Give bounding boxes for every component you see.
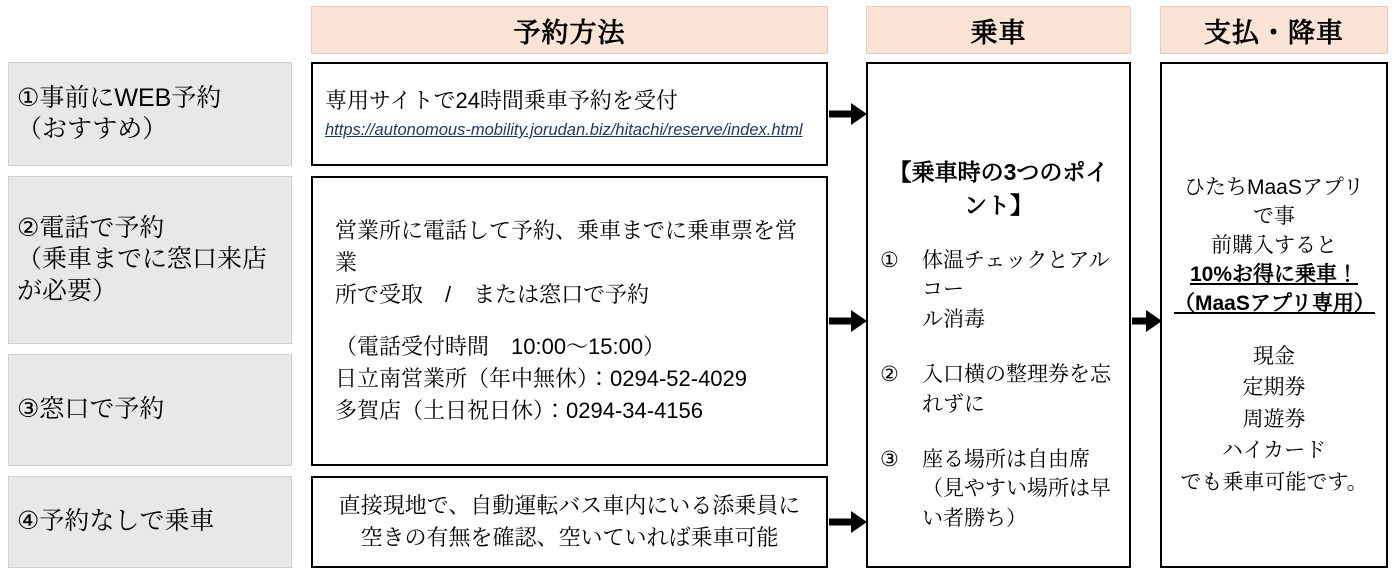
header-payment-alighting-label: 支払・降車 xyxy=(1204,17,1344,48)
method-phone-hours: （電話受付時間 10:00〜15:00） xyxy=(335,334,666,359)
boarding-point-3-line1: 座る場所は自由席 xyxy=(922,447,1090,471)
step-4-line1: ④予約なしで乗車 xyxy=(17,507,215,536)
method-phone-office-south: 日立南営業所（年中無休）：0294-52-4029 xyxy=(335,365,748,391)
method-web-text: 専用サイトで24時間乗車予約を受付 xyxy=(325,88,678,114)
method-noreserve-line2: 空きの有無を確認、空いていれば乗車可能 xyxy=(360,525,779,550)
boarding-point-2-number: ② xyxy=(880,363,899,387)
method-phone-line2: 所で受取 / または窓口で予約 xyxy=(335,282,650,308)
payment-intro-line2: 前購入すると xyxy=(1211,233,1337,257)
method-phone-office-taga: 多賀店（土日祝日休）：0294-34-4156 xyxy=(335,397,704,423)
boarding-point-3-number: ③ xyxy=(880,447,899,471)
step-3-line1: ③窓口で予約 xyxy=(17,395,165,424)
step-2-line2: （乗車までに窓口来店 xyxy=(17,245,268,274)
payment-method-hi-card: ハイカード xyxy=(1221,439,1327,463)
payment-app-only-note: （MaaSアプリ専用） xyxy=(1174,291,1376,315)
method-phone-line1: 営業所に電話して予約、乗車までに乗車票を営業 xyxy=(335,218,798,276)
step-3-counter-reservation xyxy=(8,354,292,466)
header-boarding xyxy=(866,6,1131,54)
payment-methods-note: でも乗車可能です。 xyxy=(1180,470,1368,494)
method-phone-spacer xyxy=(335,311,814,331)
payment-discount-highlight: 10%お得に乗車！ xyxy=(1189,262,1359,286)
boarding-point-2-line2: れずに xyxy=(922,392,985,416)
payment-method-cash: 現金 xyxy=(1253,344,1295,368)
step-2-line3: が必要） xyxy=(17,276,118,305)
payment-methods-list xyxy=(1174,341,1374,499)
header-payment-alighting xyxy=(1160,6,1388,54)
step-4-no-reservation xyxy=(8,476,292,568)
step-2-phone-reservation xyxy=(8,176,292,344)
payment-box xyxy=(1160,62,1388,568)
boarding-point-3 xyxy=(880,445,1117,533)
step-2-line1: ②電話で予約 xyxy=(17,214,165,243)
method-phone-box xyxy=(311,176,828,466)
reservation-site-link[interactable]: https://autonomous-mobility.jorudan.biz/hitachi/reserve/index.html xyxy=(325,120,803,139)
method-web-box xyxy=(311,62,828,166)
method-noreserve-line1: 直接現地で、自動運転バス車内にいる添乗員に xyxy=(338,493,801,519)
header-boarding-label: 乗車 xyxy=(970,17,1027,48)
boarding-point-3-line2: （見やすい場所は早 xyxy=(922,477,1111,501)
payment-intro-line1: ひたちMaaSアプリで事 xyxy=(1183,176,1365,228)
boarding-point-2 xyxy=(880,360,1117,419)
header-reservation-method xyxy=(311,6,828,54)
step-1-line1: ①事前にWEB予約 xyxy=(17,83,222,112)
boarding-point-1 xyxy=(880,246,1117,334)
boarding-points-list xyxy=(880,246,1117,559)
payment-method-commuter-pass: 定期券 xyxy=(1242,376,1306,400)
boarding-point-1-line1: 体温チェックとアルコー xyxy=(922,249,1110,302)
method-noreserve-box xyxy=(311,476,828,568)
boarding-point-1-number: ① xyxy=(880,249,899,272)
payment-intro xyxy=(1174,174,1374,319)
step-1-line2: （おすすめ） xyxy=(17,115,168,143)
boarding-points-box xyxy=(866,62,1131,568)
boarding-point-1-line2: ル消毒 xyxy=(922,307,985,331)
boarding-point-2-line1: 入口横の整理券を忘 xyxy=(922,363,1111,387)
header-reservation-method-label: 予約方法 xyxy=(513,17,626,48)
payment-method-excursion-ticket: 周遊券 xyxy=(1242,407,1306,431)
boarding-point-3-line3: い者勝ち） xyxy=(922,506,1027,530)
boarding-points-title: 【乗車時の3つのポイント】 xyxy=(888,159,1109,218)
step-1-web-reservation xyxy=(8,62,292,166)
